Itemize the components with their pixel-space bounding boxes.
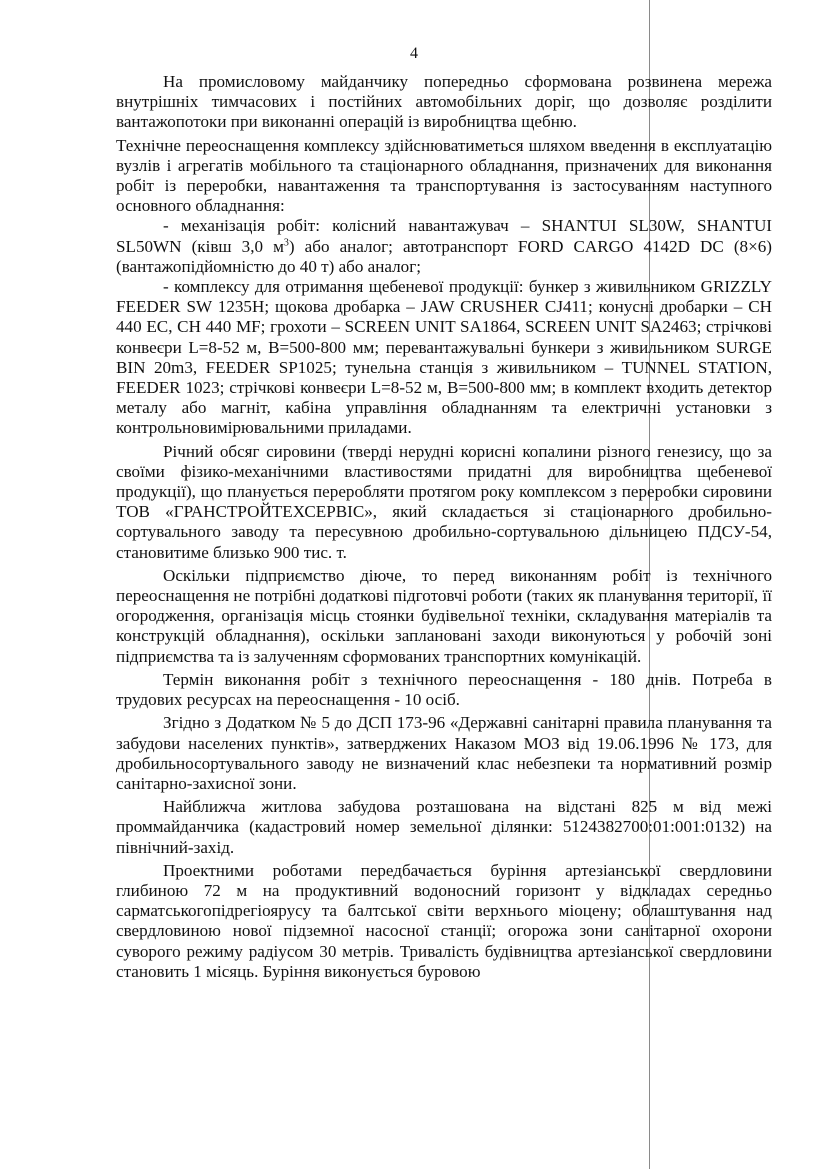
mechanization-text-end: ) або аналог; автотранспорт FORD CARGO 4142D DC (8×6) (вантажопідйомністю до 40 т) або аналог; [116,236,772,276]
paragraph-duration: Термін виконання робіт з технічного переоснащення - 180 днів. Потреба в трудових ресурсах на переоснащення - 10 осіб. [116,669,772,710]
paragraph-technical-reequipment: Технічне переоснащення комплексу здійснюватиметься шляхом введення в експлуатацію вузлів і агрегатів мобільного та стаціонарного обладнання, призначених для виконання робіт із переробки, навантаження та транспортування із застосуванням наступного основного обладнання: [116,135,772,216]
paragraph-road-network: На промисловому майданчику попередньо сформована розвинена мережа внутрішніх тимчасових і постійних автомобільних доріг, що дозволяє розділити вантажопотоки при виконанні операцій із виробництва щебню. [116,72,772,132]
cubic-superscript: 3 [283,236,289,248]
paragraph-sanitary-rules: Згідно з Додатком № 5 до ДСП 173-96 «Державні санітарні правила планування та забудови населених пунктів», затверджених Наказом МОЗ від 19.06.1996 № 173, для дробильносортувального заводу не визначений клас небезпеки та нормативний розмір санітарно-захисної зони. [116,713,772,793]
document-body [116,72,772,985]
paragraph-preparatory-works: Оскільки підприємство діюче, то перед виконанням робіт із технічного переоснащення не потрібні додаткові підготовчі роботи (таких як планування території, її огородження, організація місць стоянки будівельної техніки, складування матеріалів та конструкцій обладнання), оскільки заплановані заходи виконуються у робочій зоні підприємства та із залученням сформованих транспортних комунікацій. [116,565,772,666]
paragraph-artesian-well: Проектними роботами передбачається буріння артезіанської свердловини глибиною 72 м на продуктивний водоносний горизонт у відкладах середньо сарматськогопідрегіоярусу та балтської світи верхнього міоцену; облаштування над свердловиною нової підземної насосної станції; огорожа зони санітарної охорони суворого режиму радіусом 30 метрів. Тривалість будівництва артезіанської свердловини становить 1 місяць. Буріння виконується буровою [116,860,772,981]
list-item-crushing-complex: - комплексу для отримання щебеневої продукції: бункер з живильником GRIZZLY FEEDER SW 1235H; щокова дробарка – JAW CRUSHER CJ411; конусні дробарки – CH 440 EC, CH 440 MF; грохоти – SCREEN UNIT SA1864, SCREEN UNIT SA2463; стрічкові конвеєри L=8-52 м, B=500-800 мм; перевантажувальні бункери з живильником SURGE BIN 20m3, FEEDER SP1025; тунельна станція з живильником – TUNNEL STATION, FEEDER 1023; стрічкові конвеєри L=8-52 м, B=500-800 мм; в комплект входить детектор металу або магніт, кабіна управління обладнанням та електричні установки з контрольновимірювальними приладами. [116,277,772,438]
page-number: 4 [410,45,418,62]
mechanization-text: - механізація робіт: колісний навантажувач – SHANTUI SL30W, SHANTUI SL50WN (ківш 3,0 м [116,216,772,256]
paragraph-annual-volume: Річний обсяг сировини (тверді нерудні корисні копалини різного генезису, що за своїми фізико-механічними властивостями придатні для виробництва щебеневої продукції), що планується переробляти протягом року комплексом з переробки сировини ТОВ «ГРАНСТРОЙТЕХСЕРВІС», який складається зі стаціонарного дробильно-сортувального заводу та пересувною дробильно-сортувальною дільницею ПДСУ-54, становитиме близько 900 тис. т. [116,441,772,562]
list-item-mechanization [116,216,772,277]
paragraph-nearest-housing: Найближча житлова забудова розташована на відстані 825 м від межі проммайданчика (кадастровий номер земельної ділянки: 5124382700:01:001:0132) на північний-захід. [116,797,772,857]
